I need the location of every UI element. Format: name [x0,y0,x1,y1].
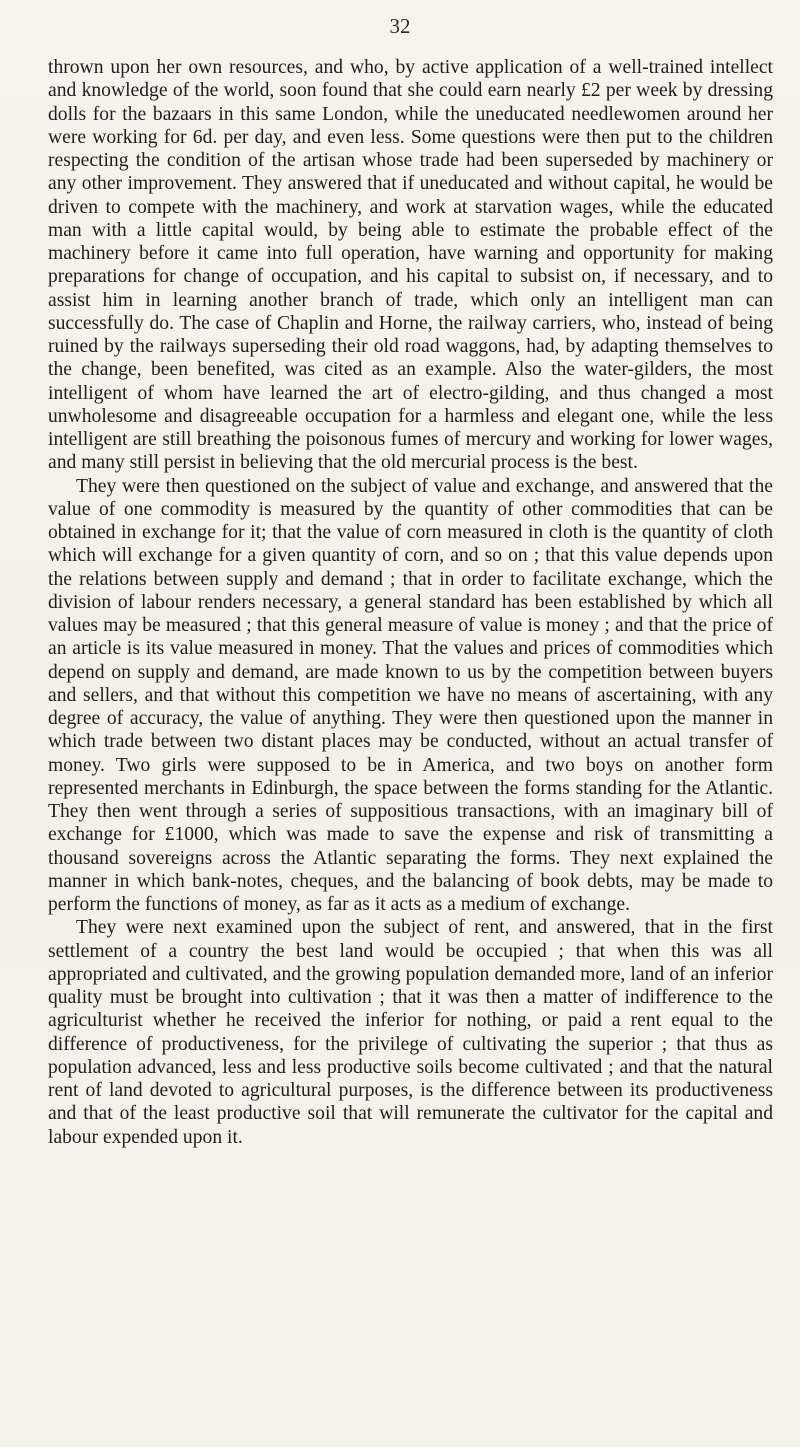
paragraph-2: They were then questioned on the subject of value and exchange, and answered that the value of one commodity is measured by the quantity of other commodities that can be obtained in exchange for it; that the value of corn measured in cloth is the quantity of cloth which will exchange for a given quantity of corn, and so on ; that this value depends upon the relations between supply and demand ; that in order to facilitate exchange, which the division of labour renders necessary, a general standard has been established by which all values may be measured ; that this general measure of value is money ; and that the price of an article is its value measured in money. That the values and prices of commodities which depend on supply and demand, are made known to us by the competition between buyers and sellers, and that without this competition we have no means of ascertaining, with any degree of accuracy, the value of anything. They were then questioned upon the manner in which trade between two distant places may be conducted, without an actual transfer of money. Two girls were supposed to be in America, and two boys on another form represented merchants in Edinburgh, the space between the forms standing for the Atlantic. They then went through a series of suppositious transactions, with an imaginary bill of exchange for £1000, which was made to save the expense and risk of transmitting a thousand sovereigns across the Atlantic separating the forms. They next explained the manner in which bank-notes, cheques, and the balancing of book debts, may be made to perform the functions of money, as far as it acts as a medium of exchange. [48,475,773,915]
paragraph-3: They were next examined upon the subject of rent, and answered, that in the first settlement of a country the best land would be occupied ; that when this was all appropriated and cultivated, and the growing population demanded more, land of an inferior quality must be brought into cultivation ; that it was then a matter of indifference to the agriculturist whether he received the inferior for nothing, or paid a rent equal to the difference of productiveness, for the privilege of cultivating the superior ; that thus as population advanced, less and less productive soils become cultivated ; and that the natural rent of land devoted to agricultural purposes, is the difference between its productiveness and that of the least productive soil that will remunerate the cultivator for the capital and labour expended upon it. [48,917,773,1148]
paragraph-1: thrown upon her own resources, and who, by active application of a well-trained intellect and knowledge of the world, soon found that she could earn nearly £2 per week by dressing dolls for the bazaars in this same London, while the uneducated needlewomen around her were working for 6d. per day, and even less. Some questions were then put to the children respecting the condition of the artisan whose trade had been superseded by machinery or any other improvement. They answered that if uneducated and without capital, he would be driven to compete with the machinery, and work at starvation wages, while the educated man with a little capital would, by being able to estimate the probable effect of the machinery before it came into full operation, have warning and opportunity for making preparations for change of occupation, and his capital to subsist on, if necessary, and to assist him in learning another branch of trade, which only an intelligent man can successfully do. The case of Chaplin and Horne, the railway carriers, who, instead of being ruined by the railways superseding their old road waggons, had, by adapting themselves to the change, been benefited, was cited as an example. Also the water-gilders, the most intelligent of whom have learned the art of electro-gilding, and thus changed a most unwholesome and disagreeable occupation for a harmless and elegant one, while the less intelligent are still breathing the poisonous fumes of mercury and working for lower wages, and many still persist in believing that the old mercurial process is the best. [48,57,773,474]
page-number: 32 [389,14,411,38]
body-text [48,56,773,1149]
